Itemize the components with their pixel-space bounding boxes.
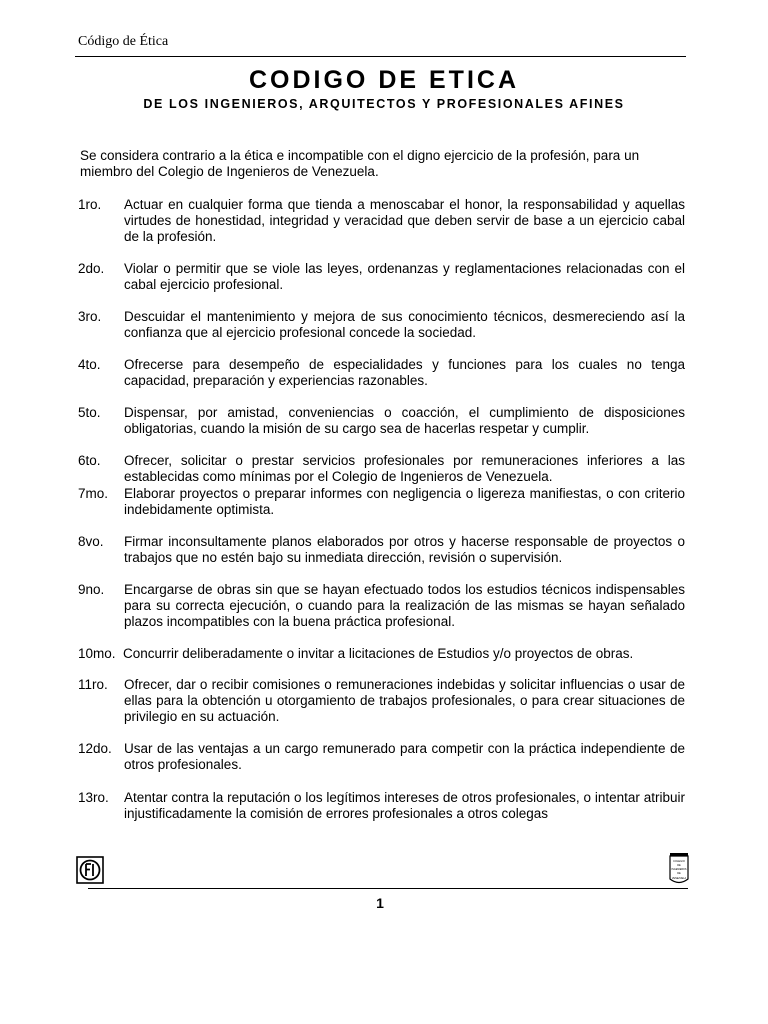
ethics-item (78, 534, 685, 566)
footer-divider (88, 888, 688, 889)
item-text: Encargarse de obras sin que se hayan efectuado todos los estudios técnicos indispensables para su correcta ejecución, o cuando para la realización de las mismas se hayan señalado plazos incompatibles con la buena práctica profesional. (124, 582, 685, 629)
item-number: 3ro. (78, 309, 102, 324)
civ-seal-icon (669, 852, 689, 886)
page-number: 1 (376, 895, 384, 911)
item-text: Concurrir deliberadamente o invitar a licitaciones de Estudios y/o proyectos de obras. (123, 646, 634, 661)
item-number: 1ro. (78, 197, 102, 212)
item-text: Dispensar, por amistad, conveniencias o coacción, el cumplimiento de disposiciones obligatorias, cuando la misión de su cargo sea de hacerlas respetar y cumplir. (124, 405, 685, 436)
ethics-item (78, 197, 685, 245)
item-number: 8vo. (78, 534, 104, 549)
ethics-item (78, 582, 685, 630)
item-text: Ofrecerse para desempeño de especialidades y funciones para los cuales no tenga capacidad, preparación y experiencias razonables. (124, 357, 685, 388)
item-text: Violar o permitir que se viole las leyes, ordenanzas y reglamentaciones relacionadas con el cabal ejercicio profesional. (124, 261, 685, 292)
item-number: 6to. (78, 453, 101, 468)
ethics-item (78, 405, 685, 437)
item-text: Usar de las ventajas a un cargo remunerado para competir con la práctica independiente de otros profesionales. (124, 741, 685, 772)
item-text: Descuidar el mantenimiento y mejora de sus conocimiento técnicos, desmereciendo así la confianza que al ejercicio profesional concede la sociedad. (124, 309, 685, 340)
ethics-item (78, 790, 685, 822)
ethics-item (78, 646, 685, 662)
ethics-item (78, 357, 685, 389)
ethics-item (78, 309, 685, 341)
ethics-item (78, 677, 685, 725)
ethics-item (78, 486, 685, 518)
item-number: 13ro. (78, 790, 109, 805)
item-number: 7mo. (78, 486, 109, 501)
running-header-title: Código de Ética (78, 34, 169, 49)
seal-text-line: DE (677, 864, 681, 867)
header-divider (75, 56, 686, 57)
item-text: Elaborar proyectos o preparar informes con negligencia o ligereza manifiestas, o con criterio indebidamente optimista. (124, 486, 685, 517)
seal-text-line: DE (677, 872, 681, 875)
item-text: Actuar en cualquier forma que tienda a menoscabar el honor, la responsabilidad y aquellas virtudes de honestidad, integridad y veracidad que deben servir de base a un ejercicio cabal de la profesión. (124, 197, 685, 244)
ethics-item (78, 453, 685, 485)
intro-paragraph: Se considera contrario a la ética e incompatible con el digno ejercicio de la profesión, para un miembro del Colegio de Ingenieros de Venezuela. (80, 148, 640, 179)
seal-text-line: INGENIEROS (671, 868, 687, 871)
item-number: 4to. (78, 357, 101, 372)
item-text: Ofrecer, dar o recibir comisiones o remuneraciones indebidas y solicitar influencias o usar de ellas para la obtención u otorgamiento de trabajos profesionales, o para crear situaciones de privilegio en su actuación. (124, 677, 685, 724)
item-number: 10mo. (78, 646, 116, 661)
item-number: 12do. (78, 741, 112, 756)
document-subtitle: DE LOS INGENIEROS, ARQUITECTOS Y PROFESIONALES AFINES (143, 97, 625, 111)
seal-text-line: COLEGIO (673, 860, 685, 863)
item-text: Firmar inconsultamente planos elaborados por otros y hacerse responsable de proyectos o trabajos que no estén bajo su inmediata dirección, revisión o supervisión. (124, 534, 685, 565)
ethics-item (78, 261, 685, 293)
fiv-emblem-icon (76, 856, 104, 884)
item-number: 9no. (78, 582, 105, 597)
document-title: CODIGO DE ETICA (248, 66, 519, 94)
item-number: 5to. (78, 405, 101, 420)
item-number: 11ro. (78, 677, 108, 692)
seal-text-line: VENEZUELA (671, 877, 687, 880)
item-number: 2do. (78, 261, 105, 276)
ethics-item (78, 741, 685, 773)
item-text: Atentar contra la reputación o los legítimos intereses de otros profesionales, o intentar atribuir injustificadamente la comisión de errores profesionales a otros colegas (124, 790, 685, 821)
item-text: Ofrecer, solicitar o prestar servicios profesionales por remuneraciones inferiores a las establecidas como mínimas por el Colegio de Ingenieros de Venezuela. (124, 453, 685, 484)
